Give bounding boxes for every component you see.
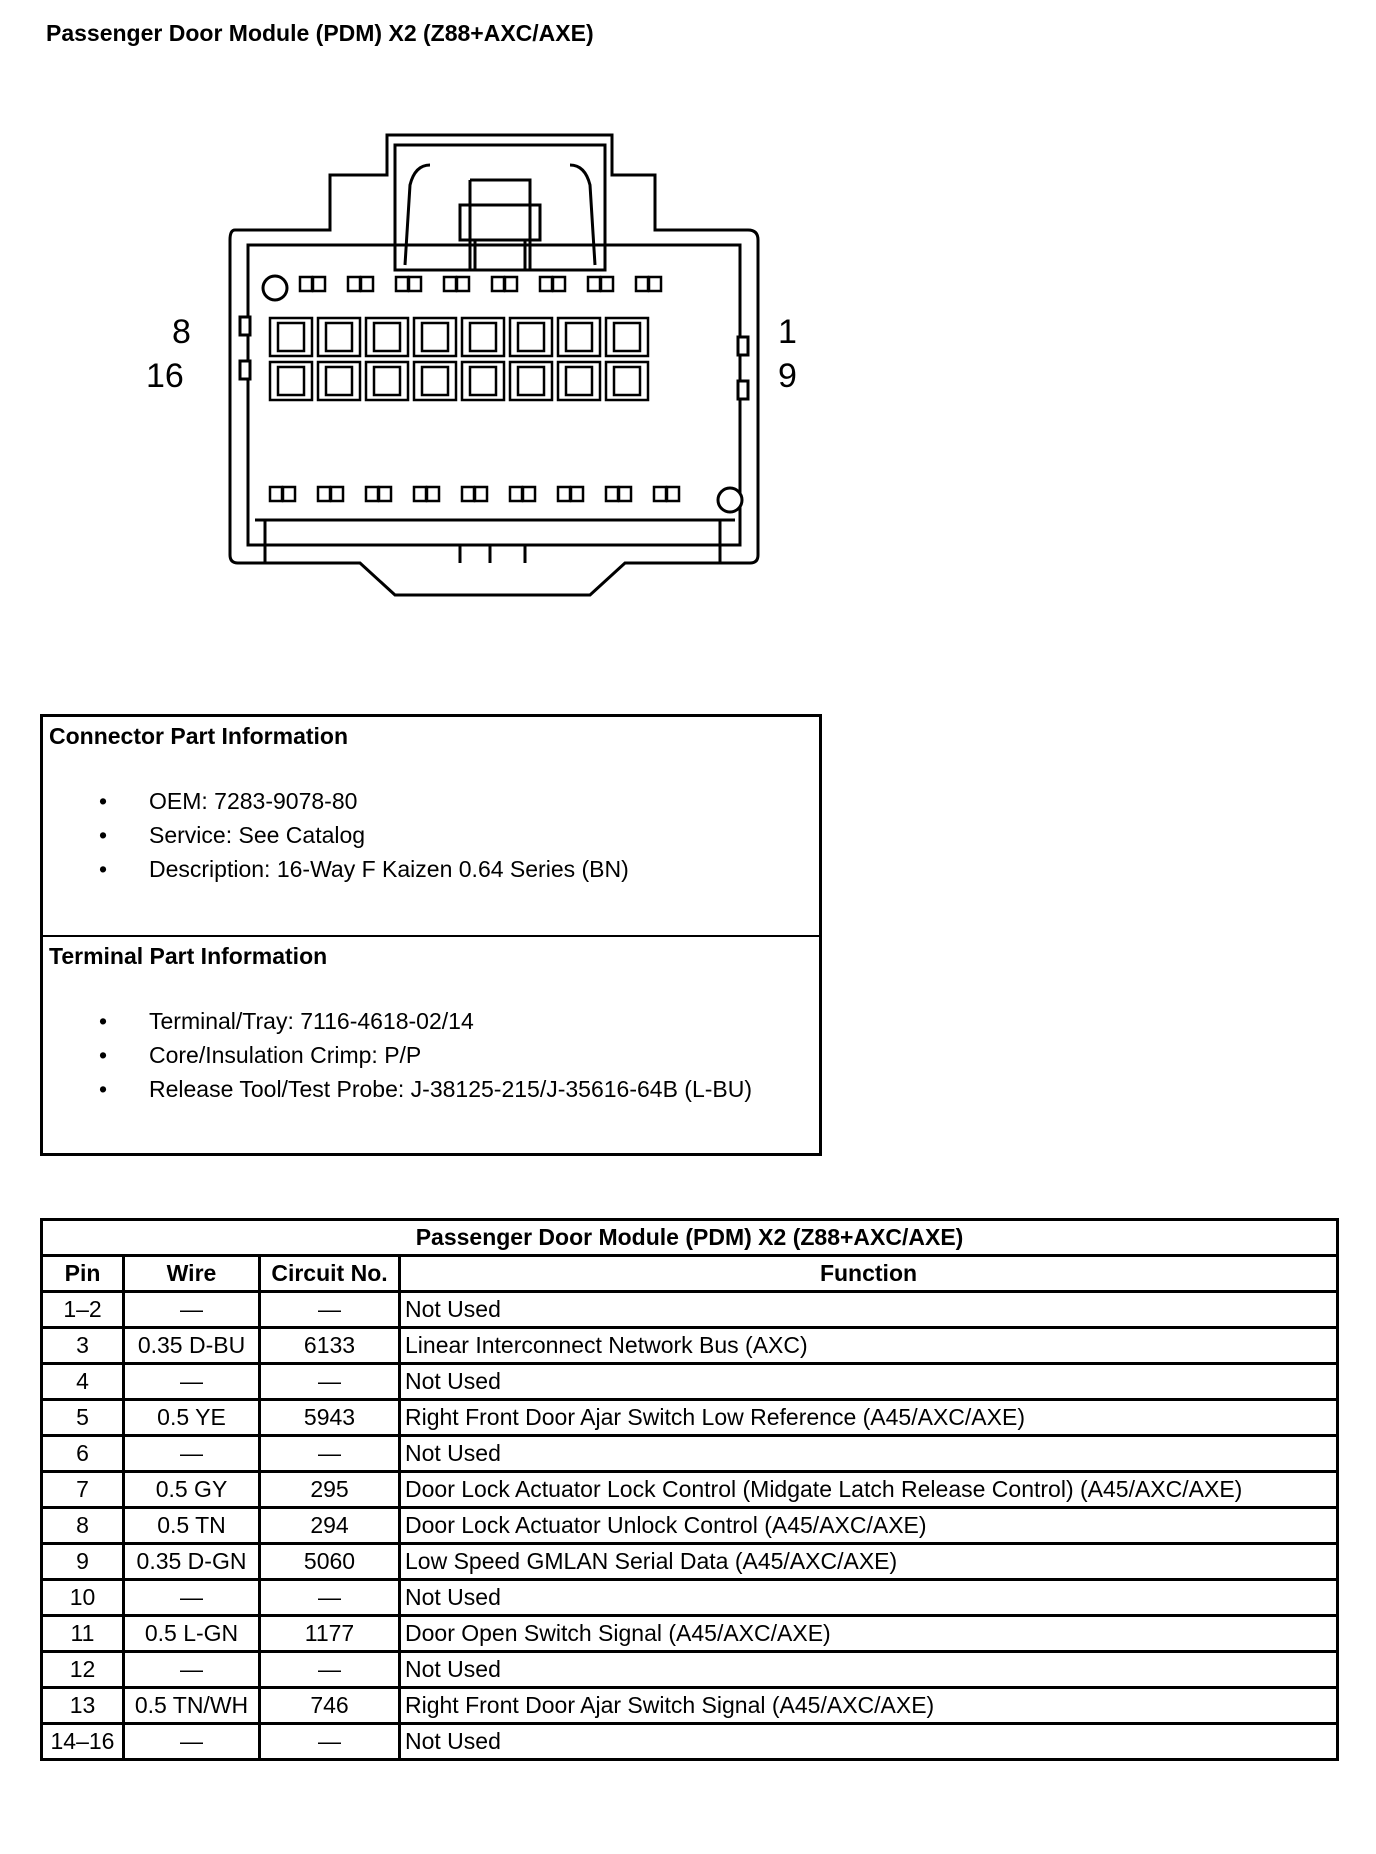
bullet: • xyxy=(99,1076,108,1102)
connector-service: Service: See Catalog xyxy=(149,822,366,848)
cell-pin: 8 xyxy=(42,1508,124,1544)
table-title: Passenger Door Module (PDM) X2 (Z88+AXC/AXE) xyxy=(42,1220,1338,1256)
cell-circuit: 1177 xyxy=(260,1616,400,1652)
table-row xyxy=(42,1400,1338,1436)
small-cavity xyxy=(619,487,631,501)
small-cavity xyxy=(505,277,517,291)
cell-wire: 0.35 D-GN xyxy=(124,1544,260,1580)
right-key-top xyxy=(738,337,748,355)
small-cavity xyxy=(270,487,282,501)
small-cavity xyxy=(300,277,312,291)
header-circuit: Circuit No. xyxy=(260,1256,400,1292)
small-cavity xyxy=(396,277,408,291)
small-cavity xyxy=(606,487,618,501)
connector-part-info-heading: Connector Part Information xyxy=(49,723,349,749)
terminal-part-info-heading: Terminal Part Information xyxy=(49,943,328,969)
list-item xyxy=(49,1004,813,1038)
cell-pin: 7 xyxy=(42,1472,124,1508)
pin-1-orientation-mark xyxy=(263,276,287,300)
terminal-release-tool: Release Tool/Test Probe: J-38125-215/J-35616-64B (L-BU) xyxy=(149,1076,753,1102)
cell-wire: — xyxy=(124,1580,260,1616)
cell-function: Not Used xyxy=(400,1652,1338,1688)
cell-circuit: — xyxy=(260,1652,400,1688)
small-cavity xyxy=(667,487,679,501)
connector-diagram xyxy=(146,125,820,605)
cell-function: Not Used xyxy=(400,1436,1338,1472)
small-cavity xyxy=(588,277,600,291)
terminal-cavity-inner xyxy=(422,367,448,395)
table-row xyxy=(42,1724,1338,1760)
table-row xyxy=(42,1652,1338,1688)
list-item xyxy=(49,1072,813,1106)
cell-circuit: — xyxy=(260,1364,400,1400)
cell-circuit: 746 xyxy=(260,1688,400,1724)
small-cavity xyxy=(475,487,487,501)
table-row xyxy=(42,1580,1338,1616)
cell-circuit: — xyxy=(260,1580,400,1616)
cell-function: Door Open Switch Signal (A45/AXC/AXE) xyxy=(400,1616,1338,1652)
terminal-cavity-inner xyxy=(422,323,448,351)
terminal-cavity-inner xyxy=(374,367,400,395)
small-cavity xyxy=(414,487,426,501)
terminal-cavity-inner xyxy=(614,323,640,351)
table-row xyxy=(42,1436,1338,1472)
cell-circuit: — xyxy=(260,1724,400,1760)
connector-description: Description: 16-Way F Kaizen 0.64 Series (BN) xyxy=(149,856,629,882)
small-cavity xyxy=(366,487,378,501)
list-item xyxy=(49,818,813,852)
cell-circuit: — xyxy=(260,1292,400,1328)
connector-part-info xyxy=(43,717,819,937)
left-key-top xyxy=(240,317,250,335)
small-cavity xyxy=(361,277,373,291)
terminal-tray: Terminal/Tray: 7116-4618-02/14 xyxy=(149,1008,474,1034)
cell-wire: 0.5 L-GN xyxy=(124,1616,260,1652)
cell-function: Not Used xyxy=(400,1724,1338,1760)
small-cavity xyxy=(348,277,360,291)
terminal-cavity-inner xyxy=(566,323,592,351)
terminal-cavity-inner xyxy=(278,323,304,351)
terminal-cavity-inner xyxy=(518,323,544,351)
pin-label-1: 1 xyxy=(778,313,797,351)
terminal-crimp: Core/Insulation Crimp: P/P xyxy=(149,1042,422,1068)
cell-function: Right Front Door Ajar Switch Low Reference (A45/AXC/AXE) xyxy=(400,1400,1338,1436)
cell-function: Not Used xyxy=(400,1292,1338,1328)
cell-wire: — xyxy=(124,1364,260,1400)
terminal-cavity-inner xyxy=(470,323,496,351)
cell-pin: 11 xyxy=(42,1616,124,1652)
cell-circuit: 294 xyxy=(260,1508,400,1544)
cell-pin: 13 xyxy=(42,1688,124,1724)
cell-wire: — xyxy=(124,1292,260,1328)
cell-circuit: 5060 xyxy=(260,1544,400,1580)
terminal-cavity-inner xyxy=(326,367,352,395)
cell-pin: 1–2 xyxy=(42,1292,124,1328)
table-row xyxy=(42,1508,1338,1544)
cell-wire: — xyxy=(124,1724,260,1760)
cell-pin: 9 xyxy=(42,1544,124,1580)
table-row xyxy=(42,1472,1338,1508)
list-item xyxy=(49,784,813,818)
table-row xyxy=(42,1364,1338,1400)
connector-face-drawing xyxy=(146,125,820,605)
table-title-row xyxy=(42,1220,1338,1256)
small-cavity xyxy=(558,487,570,501)
table-row xyxy=(42,1688,1338,1724)
small-cavity xyxy=(553,277,565,291)
terminal-cavity-inner xyxy=(374,323,400,351)
terminal-cavity-inner xyxy=(518,367,544,395)
cell-wire: 0.5 TN/WH xyxy=(124,1688,260,1724)
cell-wire: 0.5 TN xyxy=(124,1508,260,1544)
pin-label-9: 9 xyxy=(778,357,797,395)
connector-part-info-list xyxy=(49,784,813,886)
terminal-cavity-inner xyxy=(566,367,592,395)
pin-label-16: 16 xyxy=(146,357,184,395)
bullet: • xyxy=(99,822,108,848)
cell-wire: 0.5 GY xyxy=(124,1472,260,1508)
header-function: Function xyxy=(400,1256,1338,1292)
small-cavity xyxy=(318,487,330,501)
table-row xyxy=(42,1544,1338,1580)
small-cavity xyxy=(601,277,613,291)
small-cavity xyxy=(636,277,648,291)
small-cavity xyxy=(462,487,474,501)
small-cavity xyxy=(523,487,535,501)
cell-function: Not Used xyxy=(400,1580,1338,1616)
cell-function: Low Speed GMLAN Serial Data (A45/AXC/AXE) xyxy=(400,1544,1338,1580)
cell-pin: 4 xyxy=(42,1364,124,1400)
small-cavity xyxy=(510,487,522,501)
small-cavity xyxy=(654,487,666,501)
header-pin: Pin xyxy=(42,1256,124,1292)
terminal-cavity-inner xyxy=(614,367,640,395)
left-key-bottom xyxy=(240,361,250,379)
terminal-cavity-inner xyxy=(470,367,496,395)
bullet: • xyxy=(99,856,108,882)
terminal-cavity-inner xyxy=(326,323,352,351)
small-cavity xyxy=(540,277,552,291)
pin-table-body xyxy=(42,1292,1338,1760)
part-info-box xyxy=(40,714,822,1156)
terminal-part-info xyxy=(43,937,819,1153)
small-cavity xyxy=(379,487,391,501)
terminal-cavity-inner xyxy=(278,367,304,395)
page-title: Passenger Door Module (PDM) X2 (Z88+AXC/AXE) xyxy=(46,20,594,46)
cell-circuit: 6133 xyxy=(260,1328,400,1364)
cell-wire: 0.5 YE xyxy=(124,1400,260,1436)
cell-function: Door Lock Actuator Unlock Control (A45/AXC/AXE) xyxy=(400,1508,1338,1544)
small-cavity xyxy=(331,487,343,501)
small-cavity xyxy=(444,277,456,291)
table-row xyxy=(42,1328,1338,1364)
cell-wire: — xyxy=(124,1652,260,1688)
cell-function: Linear Interconnect Network Bus (AXC) xyxy=(400,1328,1338,1364)
bullet: • xyxy=(99,788,108,814)
bullet: • xyxy=(99,1042,108,1068)
cell-function: Not Used xyxy=(400,1364,1338,1400)
cell-pin: 5 xyxy=(42,1400,124,1436)
bullet: • xyxy=(99,1008,108,1034)
cell-pin: 14–16 xyxy=(42,1724,124,1760)
pin-label-8: 8 xyxy=(172,313,191,351)
cell-circuit: — xyxy=(260,1436,400,1472)
terminal-part-info-list xyxy=(49,1004,813,1106)
table-row xyxy=(42,1292,1338,1328)
cell-wire: — xyxy=(124,1436,260,1472)
table-header-row xyxy=(42,1256,1338,1292)
cell-pin: 6 xyxy=(42,1436,124,1472)
small-cavity xyxy=(409,277,421,291)
cell-wire: 0.35 D-BU xyxy=(124,1328,260,1364)
list-item xyxy=(49,852,813,886)
small-cavity xyxy=(427,487,439,501)
cell-circuit: 5943 xyxy=(260,1400,400,1436)
cell-pin: 3 xyxy=(42,1328,124,1364)
small-cavity xyxy=(457,277,469,291)
cell-circuit: 295 xyxy=(260,1472,400,1508)
header-wire: Wire xyxy=(124,1256,260,1292)
small-cavity xyxy=(649,277,661,291)
cell-pin: 10 xyxy=(42,1580,124,1616)
small-cavity xyxy=(283,487,295,501)
table-row xyxy=(42,1616,1338,1652)
pin-cavities xyxy=(270,277,679,501)
small-cavity xyxy=(492,277,504,291)
list-item xyxy=(49,1038,813,1072)
right-key-bottom xyxy=(738,381,748,399)
pin-9-orientation-mark xyxy=(718,488,742,512)
small-cavity xyxy=(313,277,325,291)
connector-oem: OEM: 7283-9078-80 xyxy=(149,788,358,814)
cell-function: Right Front Door Ajar Switch Signal (A45/AXC/AXE) xyxy=(400,1688,1338,1724)
small-cavity xyxy=(571,487,583,501)
cell-pin: 12 xyxy=(42,1652,124,1688)
pin-table xyxy=(40,1218,1339,1761)
cell-function: Door Lock Actuator Lock Control (Midgate Latch Release Control) (A45/AXC/AXE) xyxy=(400,1472,1338,1508)
